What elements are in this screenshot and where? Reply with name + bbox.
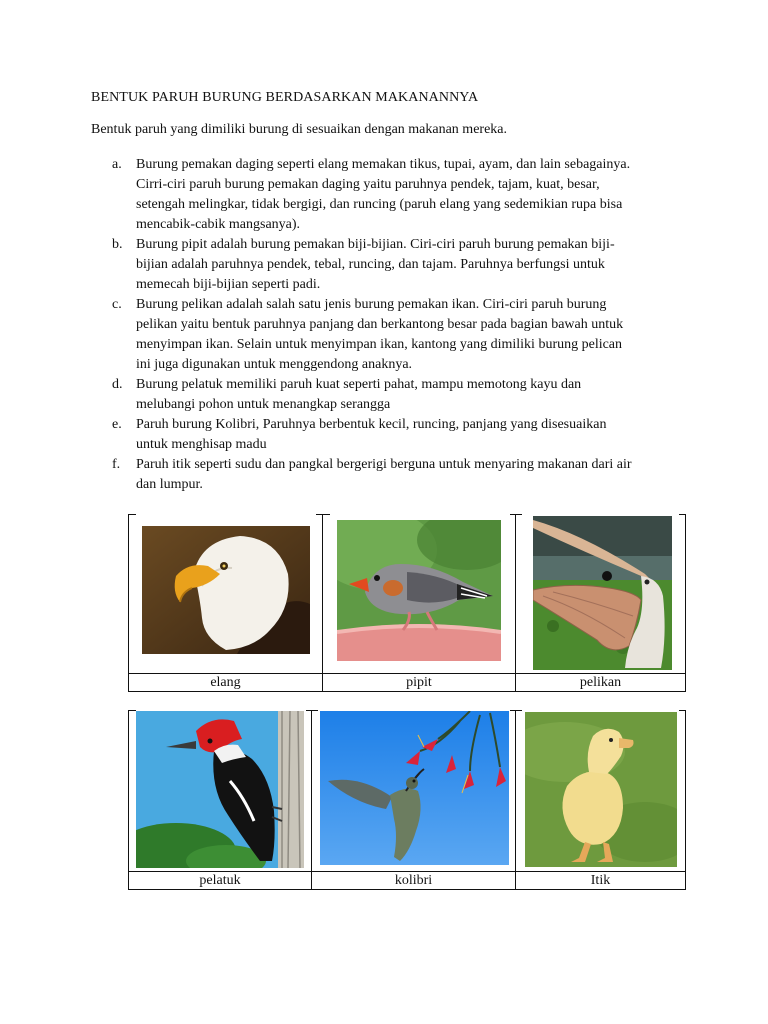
list-item: f. Paruh itik seperti sudu dan pangkal bergerigi berguna untuk menyaring makanan dari air dan lumpur. <box>112 457 632 492</box>
table-border <box>685 514 686 674</box>
beak-list <box>112 155 672 495</box>
table-border <box>510 514 522 515</box>
table-border <box>128 710 129 872</box>
table-border <box>128 514 136 515</box>
table-border <box>510 710 522 711</box>
table-border <box>515 710 516 872</box>
table-border <box>679 514 686 515</box>
duckling-photo <box>525 712 677 867</box>
table-border <box>679 710 686 711</box>
list-item: c. Burung pelikan adalah salah satu jenis burung pemakan ikan. Ciri-ciri paruh burung pelikan yaitu bentuk paruhnya panjang dan berkantong besar pada bagian bawah untuk menyimpan ikan. Selain untuk menyimpan ikan, kantong yang dimiliki burung pelican ini juga digunakan untuk menggendong anaknya. <box>112 297 624 372</box>
list-marker: b. <box>112 237 123 252</box>
list-item: d. Burung pelatuk memiliki paruh kuat seperti pahat, mampu memotong kayu dan melubangi pohon untuk menangkap serangga <box>112 377 582 412</box>
hummingbird-photo <box>320 711 509 865</box>
table-border <box>128 514 129 674</box>
table-border <box>515 514 516 674</box>
list-marker: e. <box>112 417 122 432</box>
list-item: a. Burung pemakan daging seperti elang memakan tikus, tupai, ayam, dan lain sebagainya. Cirri-ciri paruh burung pemakan daging yaitu paruhnya pendek, tajam, kuat, besar, setengah melingkar, tidak bergigi, dan runcing (paruh elang yang sedemikian rupa bisa mencabik-cabik mangsanya). <box>112 157 631 232</box>
list-item: b. Burung pipit adalah burung pemakan biji-bijian. Ciri-ciri paruh burung pemakan biji- bijian adalah paruhnya pendek, tebal, runcing, dan tajam. Paruhnya berfungsi untuk memecah biji-bijian seperti padi. <box>112 237 615 292</box>
caption-elang: elang <box>128 673 323 692</box>
table-border <box>685 710 686 872</box>
list-marker: a. <box>112 157 122 172</box>
intro-paragraph: Bentuk paruh yang dimiliki burung di sesuaikan dengan makanan mereka. <box>91 122 508 137</box>
caption-kolibri: kolibri <box>311 871 516 890</box>
list-marker: f. <box>112 457 121 472</box>
list-marker: d. <box>112 377 123 392</box>
woodpecker-photo <box>136 711 304 868</box>
page-title: BENTUK PARUH BURUNG BERDASARKAN MAKANANNYA <box>91 90 479 105</box>
caption-itik: Itik <box>515 871 686 890</box>
table-border <box>316 514 330 515</box>
table-border <box>306 710 318 711</box>
caption-pipit: pipit <box>322 673 516 692</box>
table-border <box>322 514 323 674</box>
caption-pelikan: pelikan <box>515 673 686 692</box>
list-marker: c. <box>112 297 122 312</box>
list-item: e. Paruh burung Kolibri, Paruhnya berbentuk kecil, runcing, panjang yang disesuaikan untuk menghisap madu <box>112 417 607 452</box>
table-border <box>311 710 312 872</box>
caption-pelatuk: pelatuk <box>128 871 312 890</box>
finch-photo <box>337 520 501 661</box>
pelican-photo <box>533 516 672 670</box>
table-border <box>128 710 136 711</box>
eagle-photo <box>142 526 310 654</box>
